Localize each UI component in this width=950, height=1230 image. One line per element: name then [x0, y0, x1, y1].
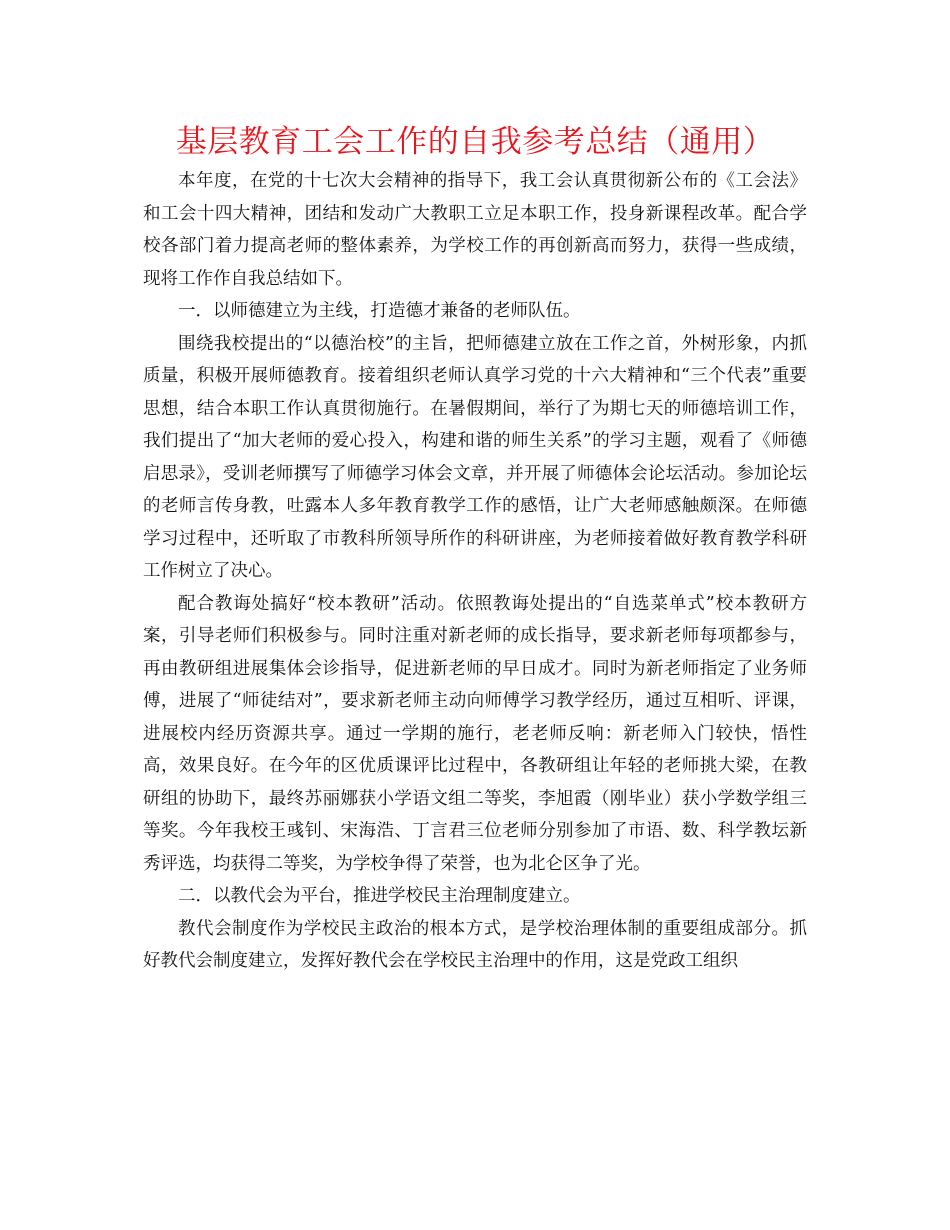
- document-body: [143, 165, 807, 978]
- paragraph-intro: 本年度，在党的十七次大会精神的指导下，我工会认真贯彻新公布的《工会法》和工会十四大精神，团结和发动广大教职工立足本职工作，投身新课程改革。配合学校各部门着力提高老师的整体素养，为学校工作的再创新高而努力，获得一些成绩，现将工作作自我总结如下。: [143, 171, 807, 289]
- section-heading-1: 一．以师德建立为主线，打造德才兼备的老师队伍。: [178, 301, 581, 321]
- section-heading-2: 二．以教代会为平台，推进学校民主治理制度建立。: [178, 886, 581, 906]
- paragraph-congress: 教代会制度作为学校民主政治的根本方式，是学校治理体制的重要组成部分。抓好教代会制度建立，发挥好教代会在学校民主治理中的作用，这是党政工组织: [143, 918, 807, 971]
- paragraph-research: 配合教诲处搞好“校本教研”活动。依照教诲处提出的“自选菜单式”校本教研方案，引导老师们积极参与。同时注重对新老师的成长指导，要求新老师每项都参与，再由教研组进展集体会诊指导，促进新老师的早日成才。同时为新老师指定了业务师傅，进展了“师徒结对”，要求新老师主动向师傅学习教学经历，通过互相听、评课，进展校内经历资源共享。通过一学期的施行，老老师反响：新老师入门较快，悟性高，效果良好。在今年的区优质课评比过程中，各教研组让年轻的老师挑大梁，在教研组的协助下，最终苏丽娜获小学语文组二等奖，李旭霞（刚毕业）获小学数学组三等奖。今年我校王彧钊、宋海浩、丁言君三位老师分别参加了市语、数、科学教坛新秀评选，均获得二等奖，为学校争得了荣誉，也为北仑区争了光。: [143, 593, 807, 874]
- paragraph-ethics: 围绕我校提出的“以德治校”的主旨，把师德建立放在工作之首，外树形象，内抓质量，积极开展师德教育。接着组织老师认真学习党的十六大精神和“三个代表”重要思想，结合本职工作认真贯彻施行。在暑假期间，举行了为期七天的师德培训工作，我们提出了“加大老师的爱心投入，构建和谐的师生关系”的学习主题，观看了《师德启思录》，受训老师撰写了师德学习体会文章，并开展了师德体会论坛活动。参加论坛的老师言传身教，吐露本人多年教育教学工作的感悟，让广大老师感触颇深。在师德学习过程中，还听取了市教科所领导所作的科研讲座，为老师接着做好教育教学科研工作树立了决心。: [143, 333, 807, 581]
- document-title: 基层教育工会工作的自我参考总结（通用）: [175, 124, 775, 160]
